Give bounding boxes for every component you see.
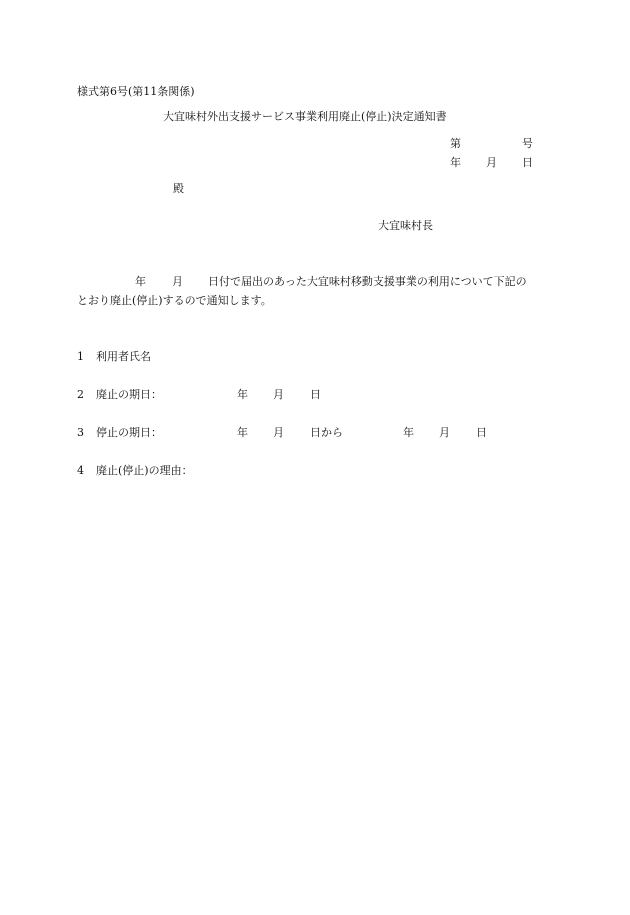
item-number: 2 bbox=[77, 388, 84, 401]
item-abolition-date bbox=[77, 389, 557, 403]
item-label: 利用者氏名 bbox=[96, 350, 151, 363]
body-line-1 bbox=[77, 276, 557, 295]
abolition-year: 年 bbox=[237, 388, 248, 401]
suspension-end-month: 月 bbox=[439, 426, 450, 439]
notice-date-day: 日 bbox=[522, 156, 533, 169]
suspension-end-year: 年 bbox=[403, 426, 414, 439]
body-line-2 bbox=[77, 295, 557, 314]
notice-date-month: 月 bbox=[486, 156, 497, 169]
body-line-1-rest: 日付で届出のあった大宜味村移動支援事業の利用について下記の bbox=[208, 275, 527, 288]
abolition-month: 月 bbox=[273, 388, 284, 401]
form-number: 様式第6号(第11条関係) bbox=[77, 85, 195, 98]
suspension-start-day: 日から bbox=[310, 426, 343, 439]
document-title: 大宜味村外出支援サービス事業利用廃止(停止)決定通知書 bbox=[163, 110, 447, 123]
item-label: 廃止の期日： bbox=[96, 388, 162, 401]
body-line-2-text: とおり廃止(停止)するので通知します。 bbox=[77, 294, 272, 307]
notice-number-prefix: 第 bbox=[450, 137, 461, 150]
suspension-start-year: 年 bbox=[237, 426, 248, 439]
suspension-start-month: 月 bbox=[273, 426, 284, 439]
body-month: 月 bbox=[172, 275, 183, 288]
item-number: 3 bbox=[77, 426, 84, 439]
item-reason bbox=[77, 465, 557, 479]
item-suspension-period bbox=[77, 427, 557, 441]
notice-date-year: 年 bbox=[450, 156, 461, 169]
issuer-name: 大宜味村長 bbox=[378, 219, 433, 232]
item-label: 廃止(停止)の理由： bbox=[96, 464, 193, 477]
item-label: 停止の期日： bbox=[96, 426, 162, 439]
item-user-name bbox=[77, 351, 557, 365]
abolition-day: 日 bbox=[310, 388, 321, 401]
notice-number-suffix: 号 bbox=[522, 137, 533, 150]
item-number: 4 bbox=[77, 464, 84, 477]
suspension-end-day: 日 bbox=[476, 426, 487, 439]
item-number: 1 bbox=[77, 350, 84, 363]
addressee-honorific: 殿 bbox=[173, 182, 184, 195]
notice-body bbox=[77, 276, 557, 314]
body-year: 年 bbox=[135, 275, 146, 288]
